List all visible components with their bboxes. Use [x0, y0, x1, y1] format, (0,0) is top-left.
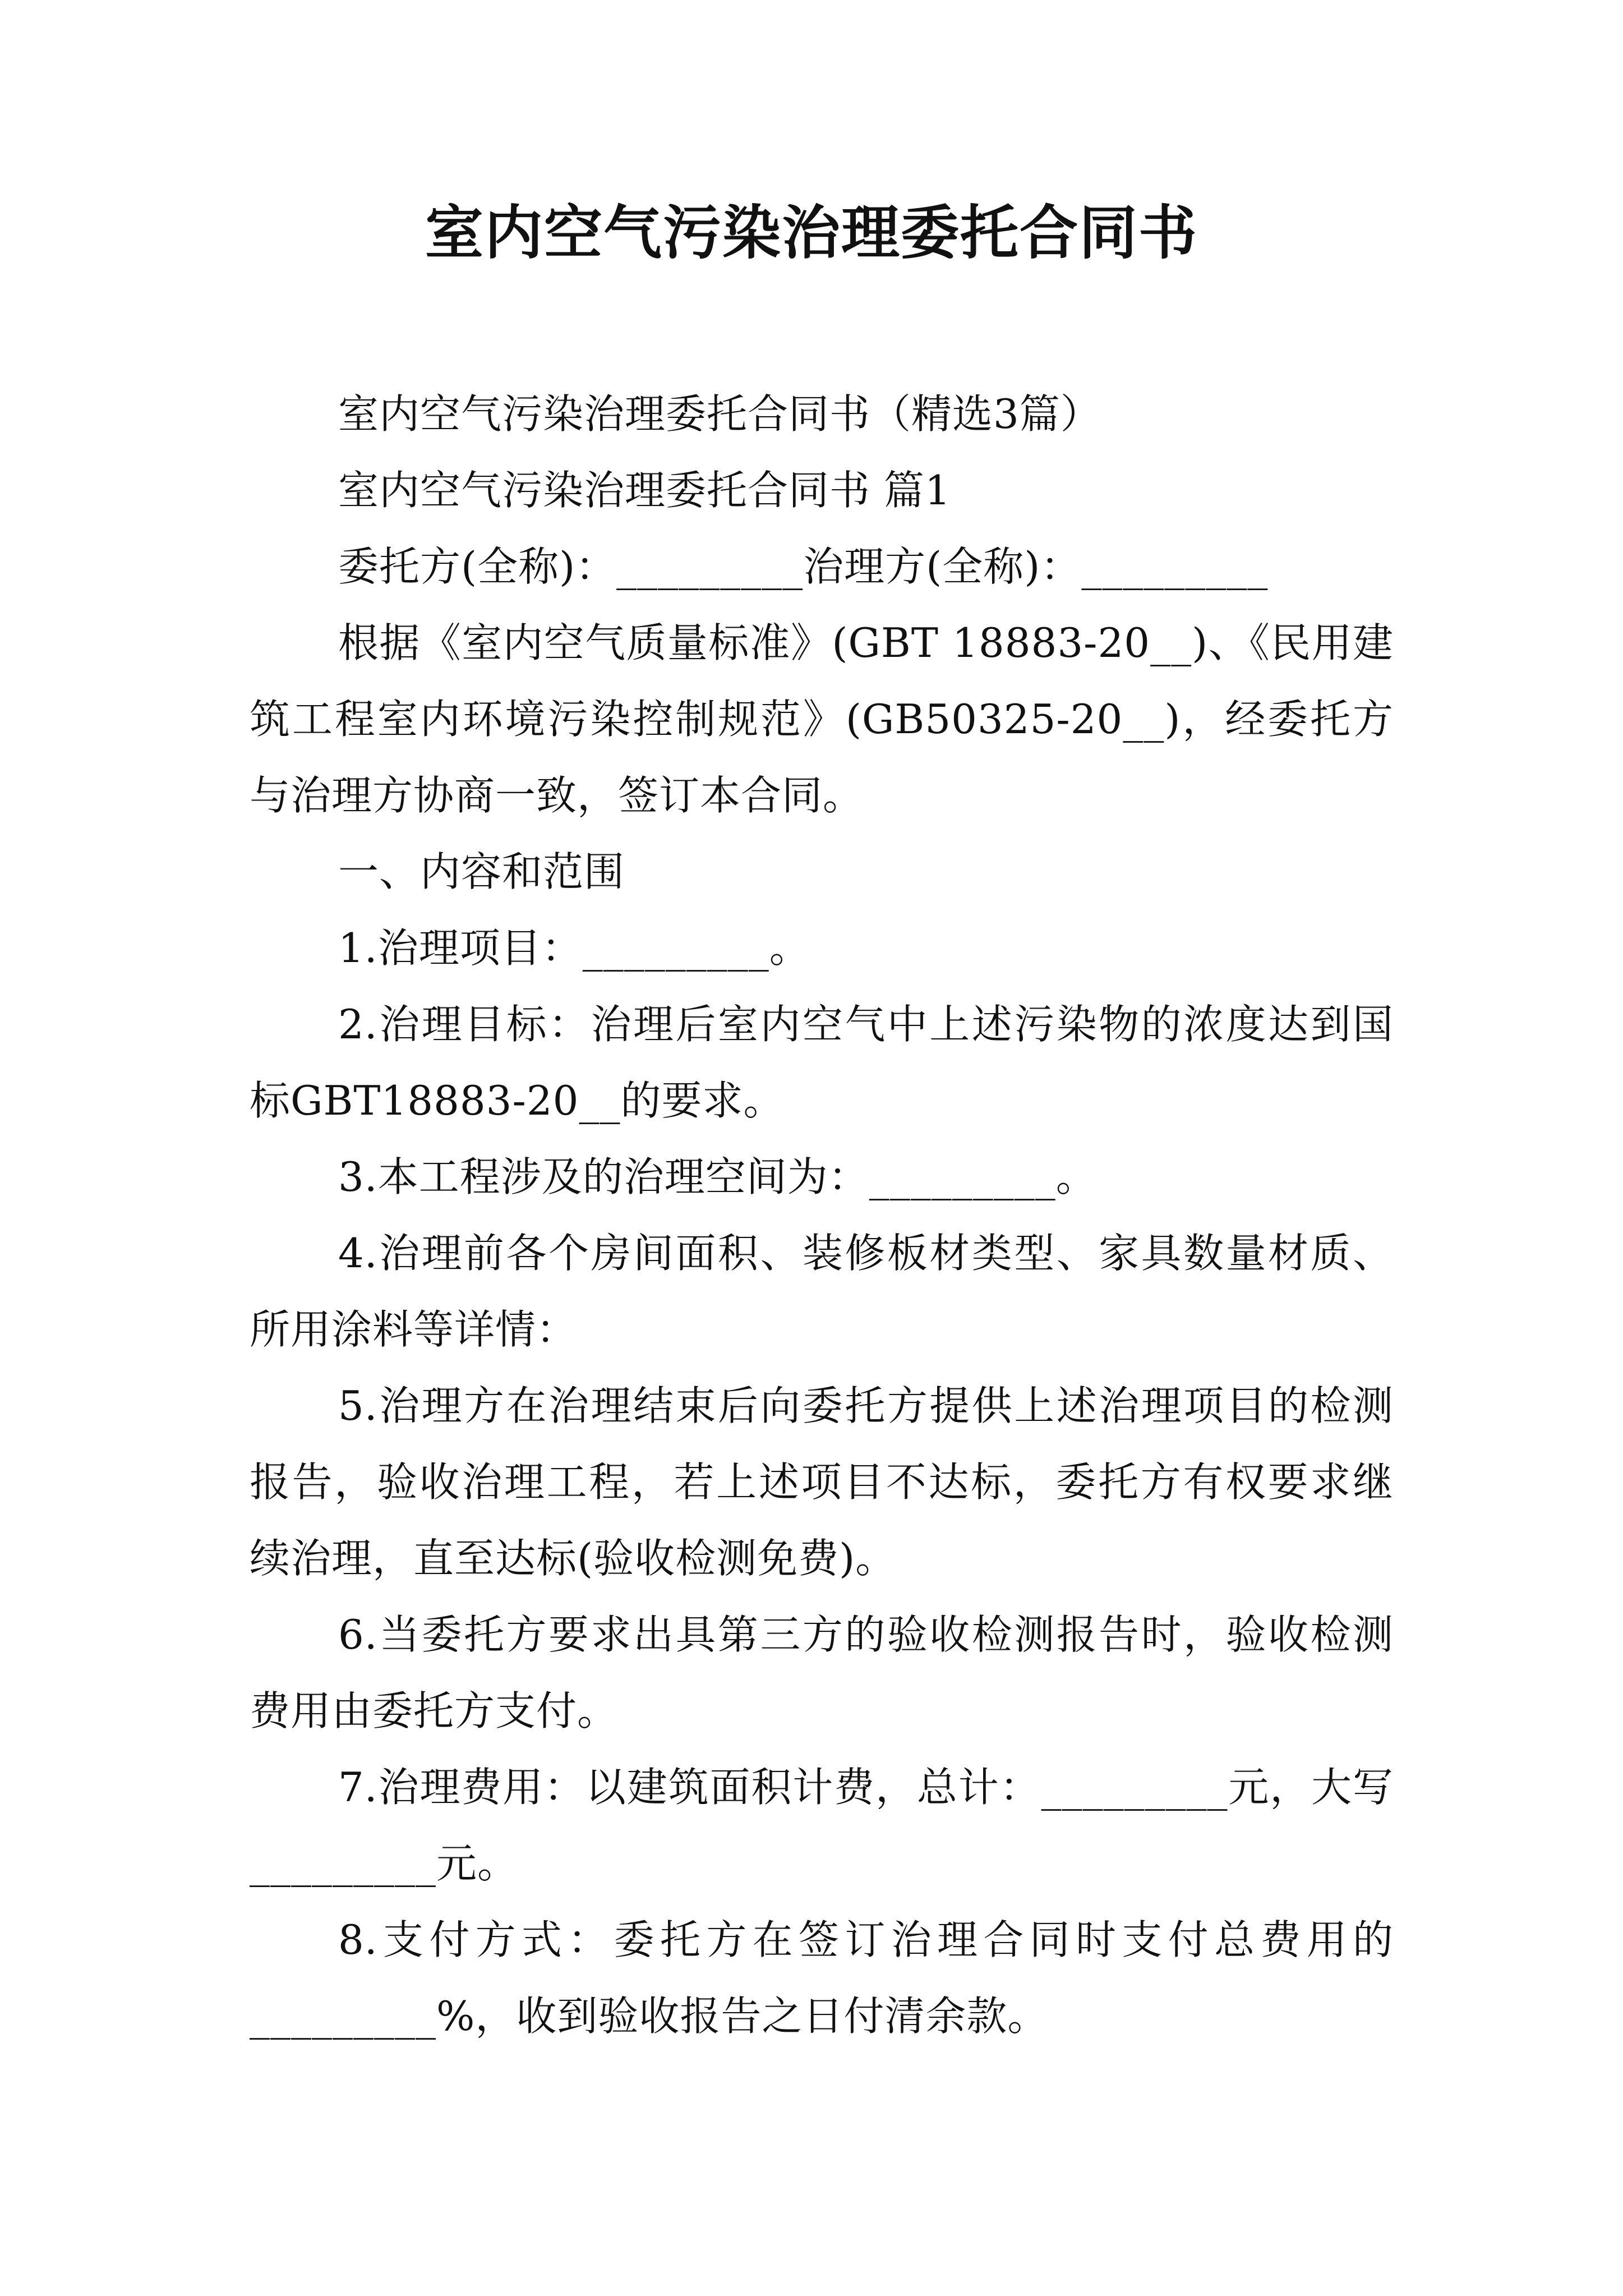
paragraph-basis: 根据《室内空气质量标准》(GBT 18883-20__)、《民用建筑工程室内环境污染控制规范》(GB50325-20__)，经委托方与治理方协商一致，签订本合同。: [250, 619, 1394, 819]
paragraph-heading-selection: 室内空气污染治理委托合同书（精选3篇）: [338, 390, 1101, 438]
clause-8: 8.支付方式：委托方在签订治理合同时支付总费用的_________%，收到验收报告之日付清余款。: [250, 1916, 1394, 2040]
clause-1: 1.治理项目：_________。: [338, 924, 810, 972]
section-heading-scope: 一、内容和范围: [338, 848, 625, 895]
paragraph-heading-part1: 室内空气污染治理委托合同书 篇1: [338, 467, 951, 514]
clause-6: 6.当委托方要求出具第三方的验收检测报告时，验收检测费用由委托方支付。: [250, 1611, 1394, 1734]
document-body: [250, 376, 1394, 2054]
document-title: 室内空气污染治理委托合同书: [425, 199, 1198, 267]
clause-3: 3.本工程涉及的治理空间为：_________。: [338, 1153, 1097, 1200]
clause-5: 5.治理方在治理结束后向委托方提供上述治理项目的检测报告，验收治理工程，若上述项目不达标，委托方有权要求继续治理，直至达标(验收检测免费)。: [250, 1382, 1394, 1582]
clause-7: 7.治理费用：以建筑面积计费，总计：_________元，大写_________元。: [250, 1764, 1394, 1887]
clause-4: 4.治理前各个房间面积、装修板材类型、家具数量材质、所用涂料等详情：: [250, 1230, 1394, 1353]
paragraph-parties: 委托方(全称)：_________治理方(全称)：_________: [338, 543, 1269, 590]
clause-2: 2.治理目标：治理后室内空气中上述污染物的浓度达到国标GBT18883-20__的要求。: [250, 1001, 1394, 1124]
